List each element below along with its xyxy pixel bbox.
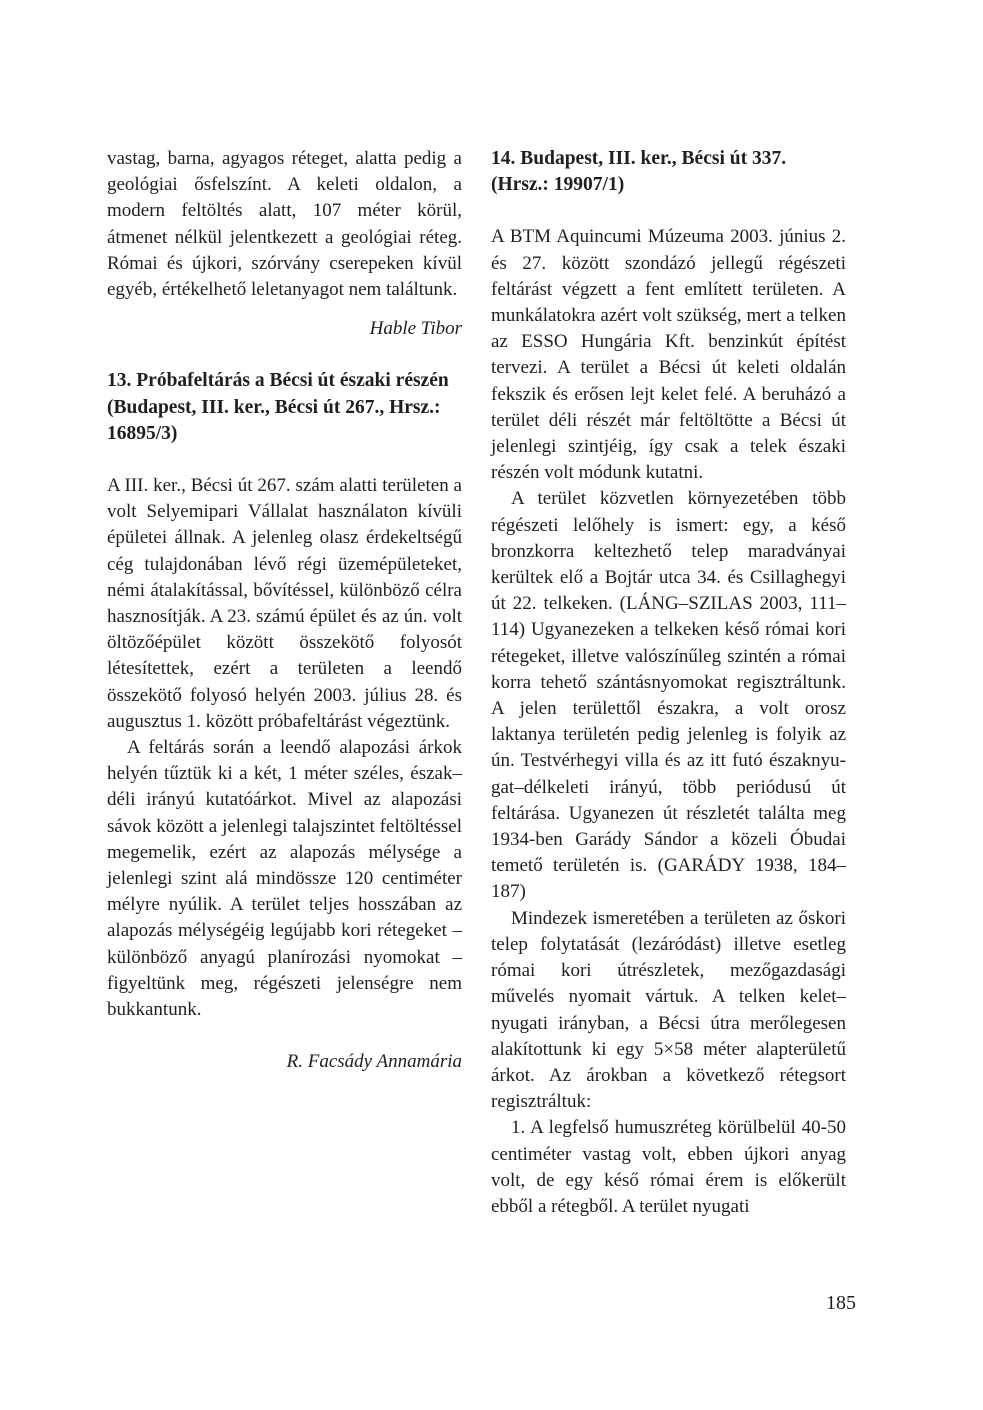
paragraph-14b: A terület közvetlen környezetében több régészeti lelőhely is ismert: egy, a késő bronzkorra keltezhető telep maradványai kerültek elő a Bojtár utca 34. és Csillaghegyi út 22. telkeken. (LÁNG–SZILAS 2003, 111–114) Ugyanezeken a telkeken késő római kori rétegeket, illetve valószínűleg szintén a római korra tehető szántásnyomokat regisztráltunk. A jelen területtől északra, a volt orosz laktanya területén pedig jelenleg is folyik az ún. Testvérhegyi villa és az itt futó északnyugat–délkeleti irányú, több periódusú út feltárása. Ugyanezen út részletét találta meg 1934-ben Garády Sándor a közeli Óbudai temető területén is. (GARÁDY 1938, 184–187): [491, 488, 846, 903]
section-heading-13: 13. Próbafeltárás a Bécsi út északi részén (Budapest, III. ker., Bécsi út 267., Hrsz.: 16895/3): [107, 370, 449, 444]
right-column: [491, 146, 846, 1220]
author-signature-facsady: R. Facsády Annamária: [286, 1051, 462, 1073]
left-column: [107, 146, 462, 1076]
paragraph-14d: 1. A legfelső humuszréteg körülbelül 40-50 centiméter vastag volt, ebben újkori anyag volt, de egy késő római érem is előkerült ebből a rétegből. A terület nyugati: [491, 1117, 846, 1217]
paragraph-continuation: vastag, barna, agyagos réteget, alatta pedig a geológiai ősfelszínt. A keleti oldalon, a modern feltöltés alatt, 107 méter körül, átmenet nélkül jelentkezett a geológiai réteg. Római és újkori, szórvány cserepeken kívül egyéb, értékelhető leletanyagot nem találtunk.: [107, 148, 462, 301]
paragraph-13a: A III. ker., Bécsi út 267. szám alatti területen a volt Selyemipari Vállalat használaton kívüli épületei állnak. A jelenleg olasz érdekeltségű cég tulajdonában lévő régi üzemépületeket, némi átalakítással, bővítéssel, különböző célra hasznosítják. A 23. számú épület és az ún. volt öltözőépület között összekötő folyosót létesítettek, ezért a területen a leendő összekötő folyosó helyén 2003. július 28. és augusztus 1. között próbafeltárást végeztünk.: [107, 475, 462, 732]
section-heading-14: 14. Budapest, III. ker., Bécsi út 337. (Hrsz.: 19907/1): [491, 148, 787, 196]
page-number: 185: [826, 1292, 856, 1314]
paragraph-14c: Mindezek ismeretében a területen az őskori telep folytatását (lezáródást) illetve esetleg római kori útrészletek, mezőgazdasági művelés nyomait vártuk. A telken kelet–nyugati irányban, a Bécsi útra merőlegesen alakítottunk ki egy 5×58 méter alapterületű árkot. Az árokban a következő rétegsort regisztráltuk:: [491, 907, 846, 1113]
paragraph-14a: A BTM Aquincumi Múzeuma 2003. június 2. és 27. között szondázó jellegű régészeti feltárást végzett a fent említett területen. A munkálatokra azért volt szükség, mert a telken az ESSO Hungária Kft. benzinkút építést tervezi. A terület a Bécsi út keleti oldalán fekszik és erősen lejt kelet felé. A beruházó a terület déli részét már feltöltötte a Bécsi út jelenlegi szintjéig, így csak a telek északi részén volt módunk kutatni.: [491, 226, 846, 484]
paragraph-13b: A feltárás során a leendő alapozási árkok helyén tűztük ki a két, 1 méter széles, észak–déli irányú kutatóárkot. Mivel az alapozási sávok között a jelenlegi talajszintet feltöltéssel megemelik, ezért az alapozás mélysége a jelenlegi szint alá mindössze 120 centiméter mélyre nyúlik. A terület teljes hosszában az alapozás mélységéig legújabb kori rétegeket – különböző anyagú planírozási nyomokat – figyeltünk meg, régészeti jelenségre nem bukkantunk.: [107, 737, 462, 1021]
author-signature-hable: Hable Tibor: [369, 318, 462, 340]
